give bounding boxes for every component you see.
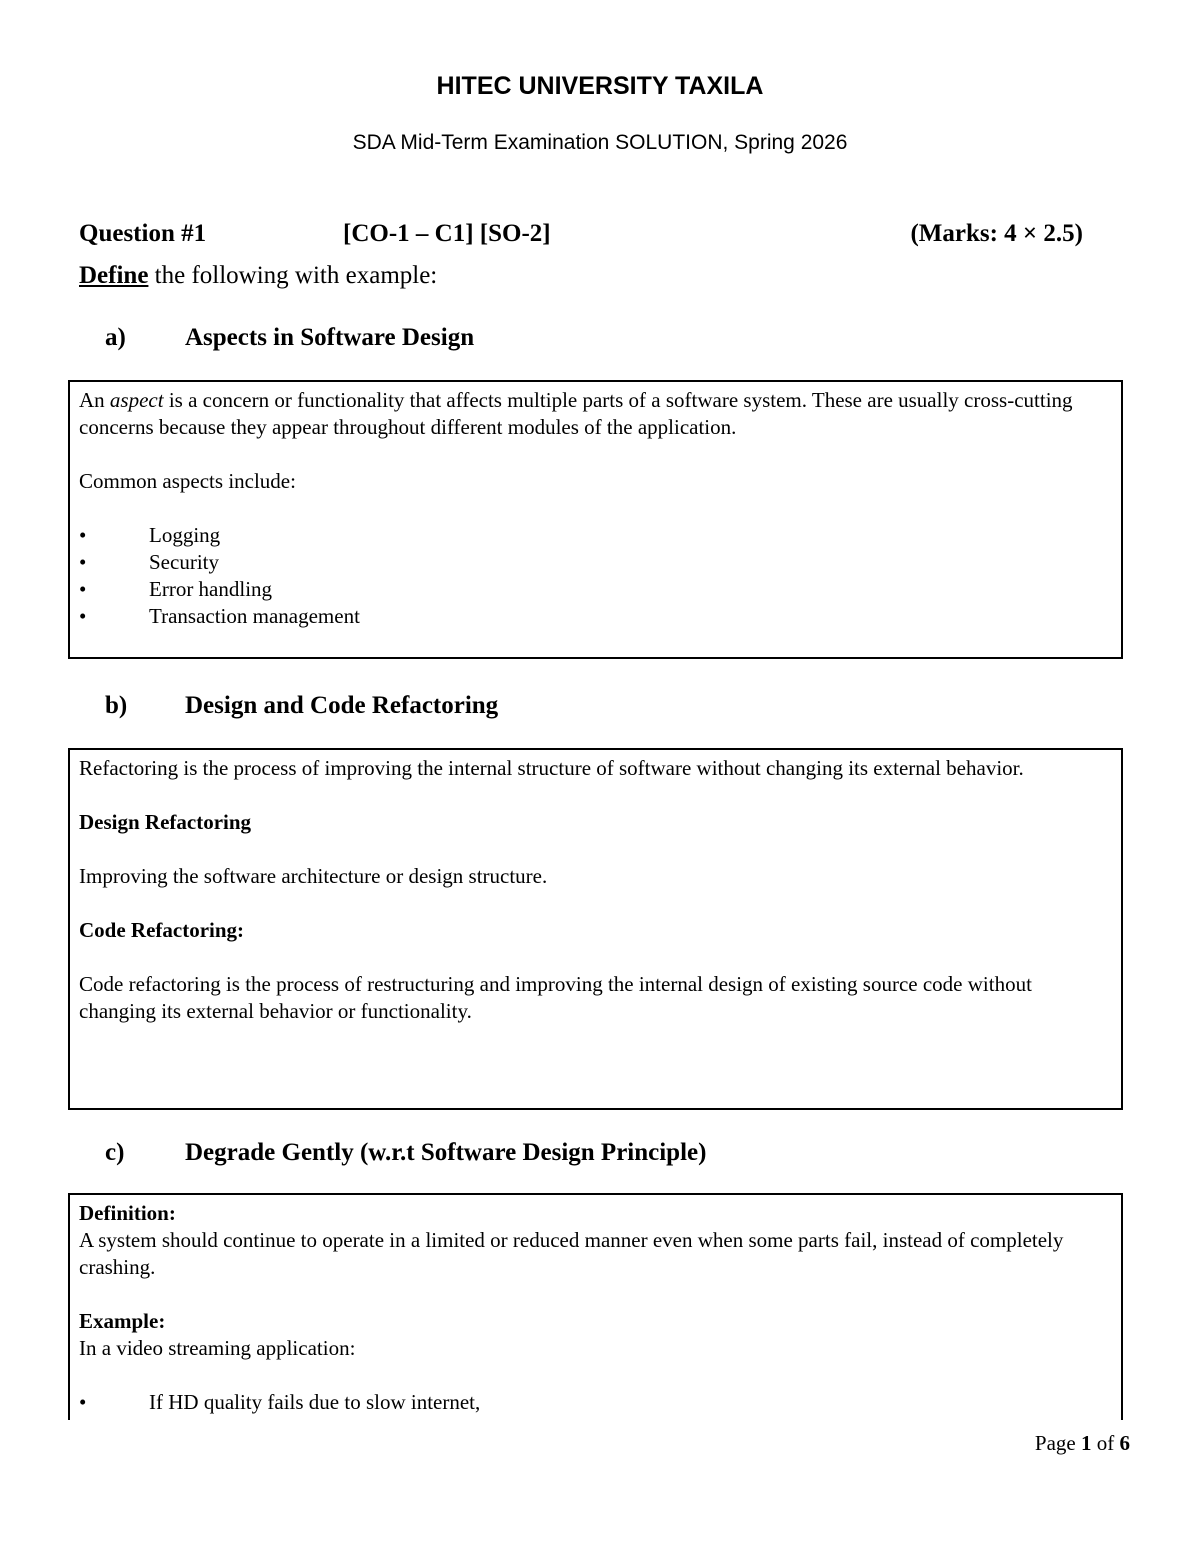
instruction-keyword: Define <box>79 262 149 289</box>
intro-italic-term: aspect <box>109 388 164 412</box>
code-refactoring-heading: Code Refactoring: <box>79 918 245 942</box>
section-b-intro: Refactoring is the process of improving the internal structure of software without changing its external behavior. <box>79 756 1024 780</box>
of-word: of <box>1091 1431 1120 1455</box>
total-pages: 6 <box>1119 1431 1130 1455</box>
list-item-text: Transaction management <box>149 604 360 628</box>
list-item <box>79 549 1112 576</box>
bullet-icon: • <box>79 604 87 628</box>
list-item <box>79 576 1112 603</box>
bullet-icon: • <box>79 550 87 574</box>
code-refactoring-text: Code refactoring is the process of restructuring and improving the internal design of existing source code without changing its external behavior or functionality. <box>79 972 1032 1023</box>
question-label: Question #1 <box>79 220 207 247</box>
section-a-list-heading: Common aspects include: <box>79 469 296 493</box>
list-item-text: Security <box>149 550 219 574</box>
section-c-letter: c) <box>105 1139 125 1166</box>
list-item <box>79 603 1112 630</box>
question-outcomes: [CO-1 – C1] [SO-2] <box>343 220 551 247</box>
section-a-intro <box>79 387 1112 441</box>
design-refactoring-text: Improving the software architecture or design structure. <box>79 864 548 888</box>
example-text: In a video streaming application: <box>79 1336 356 1360</box>
bullet-icon: • <box>79 1390 87 1414</box>
list-item-text: If HD quality fails due to slow internet, <box>149 1390 481 1414</box>
list-item-text: Error handling <box>149 577 273 601</box>
bullet-icon: • <box>79 577 87 601</box>
section-a-letter: a) <box>105 324 126 351</box>
section-c-answer-box <box>68 1193 1123 1420</box>
university-title: HITEC UNIVERSITY TAXILA <box>436 72 764 100</box>
page-word: Page <box>1034 1431 1081 1455</box>
exam-title: SDA Mid-Term Examination SOLUTION, Spring 2026 <box>352 131 848 154</box>
instruction-text: the following with example: <box>148 262 438 289</box>
section-a-answer-box <box>68 380 1123 659</box>
question-instruction <box>79 262 437 290</box>
definition-heading: Definition: <box>79 1201 176 1225</box>
intro-text-start: An <box>79 388 110 412</box>
list-item <box>79 522 1112 549</box>
page-number <box>1035 1431 1130 1456</box>
section-b-letter: b) <box>105 692 128 719</box>
bullet-icon: • <box>79 523 87 547</box>
section-b-answer-box <box>68 748 1123 1110</box>
list-item-text: Logging <box>149 523 221 547</box>
question-marks: (Marks: 4 × 2.5) <box>910 220 1083 247</box>
current-page: 1 <box>1081 1431 1092 1455</box>
section-b-title: Design and Code Refactoring <box>185 692 499 719</box>
example-heading: Example: <box>79 1309 166 1333</box>
intro-text-end: is a concern or functionality that affects multiple parts of a software system. These are usually cross-cutting concerns because they appear throughout different modules of the application. <box>79 388 1073 439</box>
definition-text: A system should continue to operate in a limited or reduced manner even when some parts fail, instead of completely crashing. <box>79 1228 1064 1279</box>
design-refactoring-heading: Design Refactoring <box>79 810 252 834</box>
list-item <box>79 1389 1112 1416</box>
section-c-title: Degrade Gently (w.r.t Software Design Principle) <box>185 1139 707 1166</box>
section-a-title: Aspects in Software Design <box>185 324 475 351</box>
